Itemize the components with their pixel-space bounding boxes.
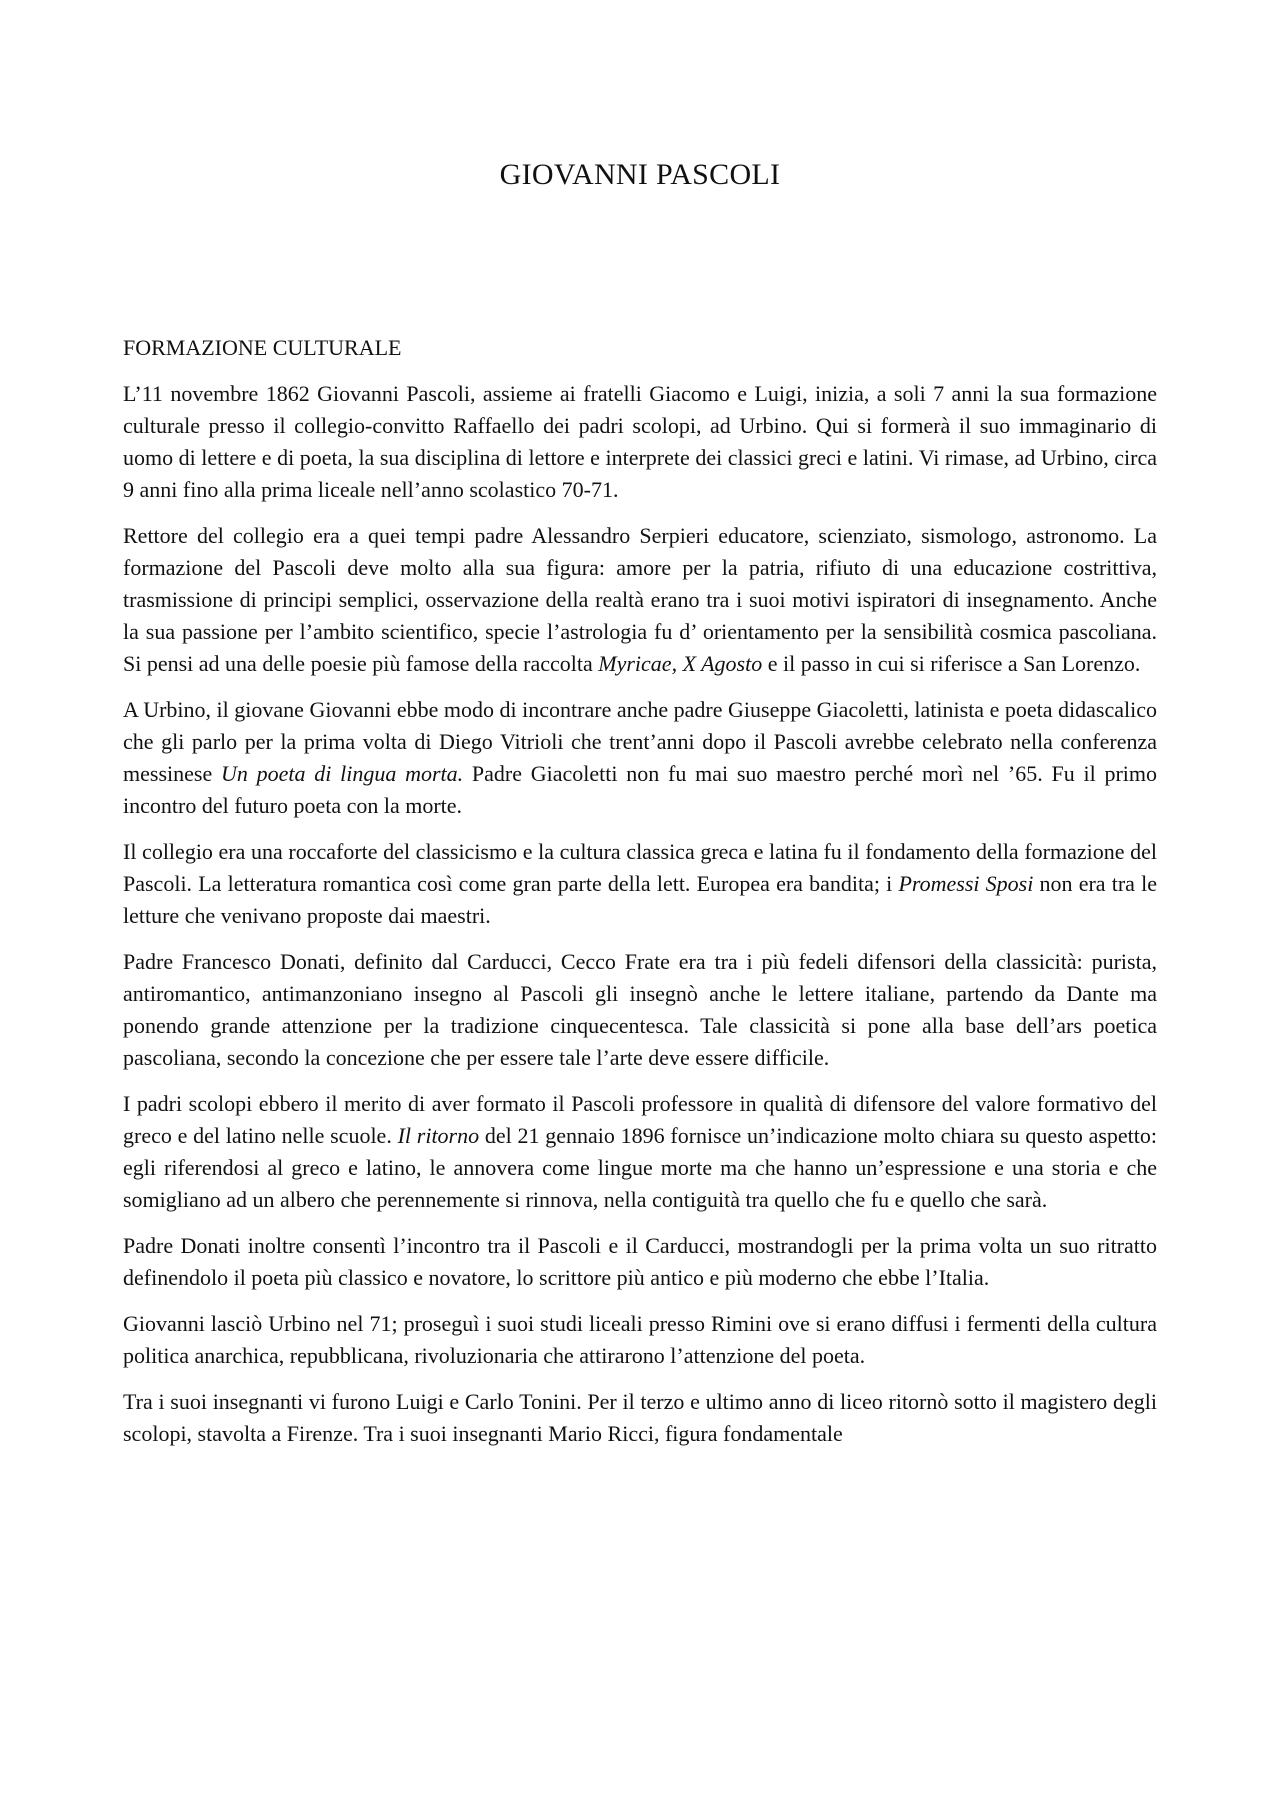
paragraph-text: Tra i suoi insegnanti vi furono Luigi e Carlo Tonini. Per il terzo e ultimo anno di liceo ritornò sotto il magistero degli scolopi, stavolta a Firenze. Tra i suoi insegnanti Mario Ricci, figura fondamentale [123, 1389, 1157, 1446]
paragraph-text: Padre Francesco Donati, definito dal Carducci, Cecco Frate era tra i più fedeli difensori della classicità: purista, antiromantico, antimanzoniano insegno al Pascoli gli insegnò anche le lettere italiane, partendo da Dante ma ponendo grande attenzione per la tradizione cinquecentesca. Tale classicità si pone alla base dell’ars poetica pascoliana, secondo la concezione che per essere tale l’arte deve essere difficile. [123, 949, 1157, 1070]
paragraph-text: Padre Giacoletti non fu mai suo maestro perché morì nel ’65. Fu il primo incontro del futuro poeta con la morte. [123, 761, 1158, 818]
italic-title-text: Promessi Sposi [898, 871, 1034, 896]
body-paragraph [123, 946, 1157, 1074]
paragraph-text: Rettore del collegio era a quei tempi padre Alessandro Serpieri educatore, scienziato, sismologo, astronomo. La formazione del Pascoli deve molto alla sua figura: amore per la patria, rifiuto di una educazione costrittiva, trasmissione di principi semplici, osservazione della realtà erano tra i suoi motivi ispiratori di insegnamento. Anche la sua passione per l’ambito scientifico, specie l’astrologia fu d’ orientamento per la sensibilità cosmica pascoliana. Si pensi ad una delle poesie più famose della raccolta [123, 523, 1157, 676]
body-paragraph [123, 378, 1157, 506]
italic-title-text: Myricae, X Agosto [598, 651, 763, 676]
paragraph-text: A Urbino, il giovane Giovanni ebbe modo di incontrare anche padre Giuseppe Giacoletti, latinista e poeta didascalico che gli parlo per la prima volta di Diego Vitrioli che trent’anni dopo il Pascoli avrebbe celebrato nella conferenza messinese [123, 697, 1157, 786]
paragraph-text: L’11 novembre 1862 Giovanni Pascoli, assieme ai fratelli Giacomo e Luigi, inizia, a soli 7 anni la sua formazione culturale presso il collegio-convitto Raffaello dei padri scolopi, ad Urbino. Qui si formerà il suo immaginario di uomo di lettere e di poeta, la sua disciplina di lettore e interprete dei classici greci e latini. Vi rimase, ad Urbino, circa 9 anni fino alla prima liceale nell’anno scolastico 70-71. [123, 381, 1157, 502]
body-paragraph [123, 1230, 1157, 1294]
body-paragraph [123, 520, 1157, 680]
paragraph-text: Il collegio era una roccaforte del classicismo e la cultura classica greca e latina fu il fondamento della formazione del Pascoli. La letteratura romantica così come gran parte della lett. Europea era bandita; i [123, 839, 1157, 896]
paragraph-text: non era tra le letture che venivano proposte dai maestri. [123, 871, 1157, 928]
body-paragraph [123, 1386, 1157, 1450]
body-paragraph [123, 836, 1157, 932]
paragraph-text: e il passo in cui si riferisce a San Lorenzo. [762, 651, 1141, 676]
italic-title-text: Un poeta di lingua morta. [220, 761, 464, 786]
body-paragraph [123, 1308, 1157, 1372]
body-paragraph [123, 1088, 1157, 1216]
document-body [123, 332, 1157, 1464]
section-heading: FORMAZIONE CULTURALE [123, 335, 402, 360]
document-title: GIOVANNI PASCOLI [499, 158, 781, 191]
paragraph-text: del 21 gennaio 1896 fornisce un’indicazione molto chiara su questo aspetto: egli riferendosi al greco e latino, le annovera come lingue morte ma che hanno un’espressione e una storia e che somigliano ad un albero che perennemente si rinnova, nella contiguità tra quello che fu e quello che sarà. [123, 1123, 1157, 1212]
paragraph-text: Padre Donati inoltre consentì l’incontro tra il Pascoli e il Carducci, mostrandogli per la prima volta un suo ritratto definendolo il poeta più classico e novatore, lo scrittore più antico e più moderno che ebbe l’Italia. [123, 1233, 1157, 1290]
body-paragraph [123, 694, 1157, 822]
italic-title-text: Il ritorno [397, 1123, 480, 1148]
paragraph-text: Giovanni lasciò Urbino nel 71; proseguì i suoi studi liceali presso Rimini ove si erano diffusi i fermenti della cultura politica anarchica, repubblicana, rivoluzionaria che attirarono l’attenzione del poeta. [123, 1311, 1157, 1368]
paragraph-list [123, 378, 1157, 1450]
paragraph-text: I padri scolopi ebbero il merito di aver formato il Pascoli professore in qualità di difensore del valore formativo del greco e del latino nelle scuole. [123, 1091, 1157, 1148]
